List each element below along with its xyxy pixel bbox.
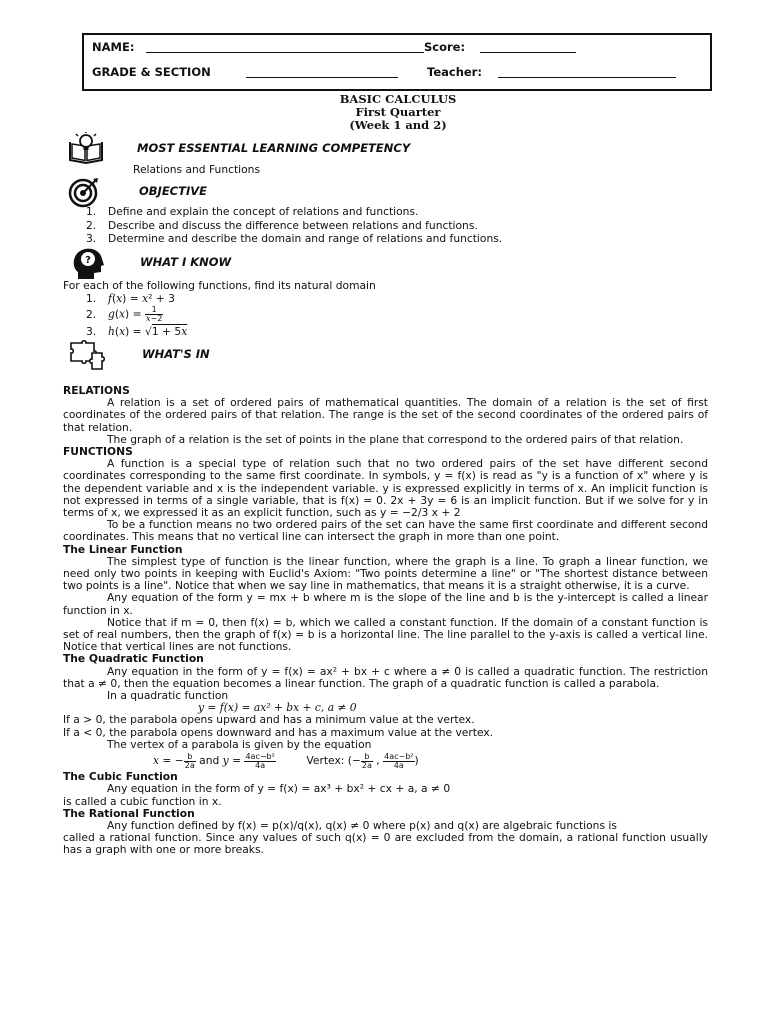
what-i-know-instruction: For each of the following functions, find its natural domain <box>63 279 376 292</box>
student-info-box <box>82 33 712 91</box>
functions-heading: FUNCTIONS <box>63 445 133 459</box>
worksheet-title <box>0 93 768 132</box>
linear-paragraph-1: The simplest type of function is the linear function, where the graph is a line. To graph a linear function, we need only two points in keeping with Euclid's Axiom: "Two points determine a line" or "The shortest distance between two points is a line". Notice that when we say line in mathematics, that means it is a straight otherwise, it is a curve. <box>63 554 708 593</box>
objective-heading: OBJECTIVE <box>139 184 207 198</box>
rational-function-heading: The Rational Function <box>63 806 195 820</box>
linear-paragraph-2: Any equation of the form y = mx + b where m is the slope of the line and b is the y-intercept is called a linear function in x. <box>63 591 708 617</box>
puzzle-icon <box>68 339 106 371</box>
teacher-label: Teacher: <box>427 65 482 79</box>
linear-function-heading: The Linear Function <box>63 542 183 556</box>
grade-section-label: GRADE & SECTION <box>92 65 211 79</box>
cubic-function-heading: The Cubic Function <box>63 770 178 784</box>
parabola-opens-downward: If a < 0, the parabola opens downward and has a maximum value at the vertex. <box>63 725 494 739</box>
exercise-item-3: 3. h(x) = √1 + 5x <box>86 325 188 338</box>
cubic-paragraph-1: Any equation in the form of y = f(x) = ax³ + bx² + cx + a, a ≠ 0 <box>107 782 451 796</box>
what-i-know-heading: WHAT I KNOW <box>140 255 232 269</box>
relations-paragraph-1: A relation is a set of ordered pairs of mathematical quantities. The domain of a relation is the set of first coordinates of the ordered pairs of that relation. The range is the set of the second coordinates of the ordered pairs of that relation. <box>63 396 708 434</box>
title-week: (Week 1 and 2) <box>349 118 447 132</box>
list-item: 3. Determine and describe the domain and range of relations and functions. <box>86 232 503 245</box>
functions-paragraph-2: To be a function means no two ordered pairs of the set can have the same first coordinate and different second coordinates. This means that no vertical line can intersect the graph in more than one point. <box>63 518 708 544</box>
book-lightbulb-icon <box>68 132 104 164</box>
target-icon <box>68 176 100 208</box>
title-quarter: First Quarter <box>355 105 441 119</box>
quadratic-paragraph-2: In a quadratic function <box>107 689 229 703</box>
whats-in-heading: WHAT'S IN <box>142 347 210 361</box>
quadratic-function-heading: The Quadratic Function <box>63 652 204 666</box>
quadratic-paragraph-1: Any equation in the form of y = f(x) = ax² + bx + c where a ≠ 0 is called a quadratic function. The restriction that a ≠ 0, then the equation becomes a linear function. The graph of a quadratic function is called a parabola. <box>63 664 708 690</box>
competency-text: Relations and Functions <box>133 163 261 176</box>
title-subject: BASIC CALCULUS <box>339 92 457 106</box>
name-field[interactable] <box>146 52 424 53</box>
relations-paragraph-2: The graph of a relation is the set of points in the plane that correspond to the ordered pairs of that relation. <box>107 432 684 446</box>
list-item: 1. Define and explain the concept of relations and functions. <box>86 205 419 218</box>
exercise-item-2: 2. g(x) = $\frac{1}{x-2}$ <box>86 305 163 323</box>
score-field[interactable] <box>480 52 576 53</box>
relations-heading: RELATIONS <box>63 384 130 397</box>
rational-paragraph-2: called a rational function. Since any values of such q(x) = 0 are excluded from the domain, a rational function usually has a graph with one or more breaks. <box>63 831 708 857</box>
functions-paragraph-1: A function is a special type of relation such that no two ordered pairs of the set have different second coordinates corresponding to the same first coordinate. In symbols, y = f(x) is read as "y is a function of x" where y is the dependent variable and x is the independent variable. y is expressed explicitly in terms of x. An implicit function is not expressed in terms of a single variable, that is f(x) = 0. 2x + 3y = 6 is an implicit function. But if we solve for y in terms of x, we expressed it as an explicit function, such as y = −2/3 x + 2 <box>63 457 708 520</box>
head-question-icon <box>70 246 106 280</box>
svg-text:?: ? <box>85 255 91 266</box>
exercise-item-1: 1. f(x) = x² + 3 <box>86 292 175 305</box>
lesson-content <box>63 385 708 857</box>
quadratic-equation: y = f(x) = ax² + bx + c, a ≠ 0 <box>198 701 357 715</box>
cubic-paragraph-2: is called a cubic function in x. <box>63 794 222 808</box>
vertex-label: Vertex: <box>306 754 345 768</box>
objective-list <box>86 205 502 246</box>
list-item: 2. Describe and discuss the difference between relations and functions. <box>86 218 478 232</box>
vertex-formula: x = − $\frac{b}{2a}$ and y = $\frac{\text{4ac−b²}}{4a}$ Vertex: (− $\frac{b}{2a}$ , $\frac{\text{4ac−b²}}{4a}$ ) <box>153 751 419 770</box>
rational-paragraph-1: Any function defined by f(x) = p(x)/q(x), q(x) ≠ 0 where p(x) and q(x) are algebraic functions is <box>107 818 617 832</box>
linear-paragraph-3: Notice that if m = 0, then f(x) = b, which we called a constant function. If the domain of a constant function is set of real numbers, then the graph of f(x) = b is a horizontal line. The line parallel to the y-axis is called a vertical line. Notice that vertical lines are not functions. <box>63 615 708 654</box>
score-label: Score: <box>424 40 466 54</box>
teacher-field[interactable] <box>498 77 676 78</box>
grade-section-field[interactable] <box>246 77 398 78</box>
competency-heading: MOST ESSENTIAL LEARNING COMPETENCY <box>137 141 411 155</box>
vertex-intro: The vertex of a parabola is given by the equation <box>107 737 372 751</box>
parabola-opens-upward: If a > 0, the parabola opens upward and has a minimum value at the vertex. <box>63 713 475 727</box>
name-label: NAME: <box>92 40 135 54</box>
